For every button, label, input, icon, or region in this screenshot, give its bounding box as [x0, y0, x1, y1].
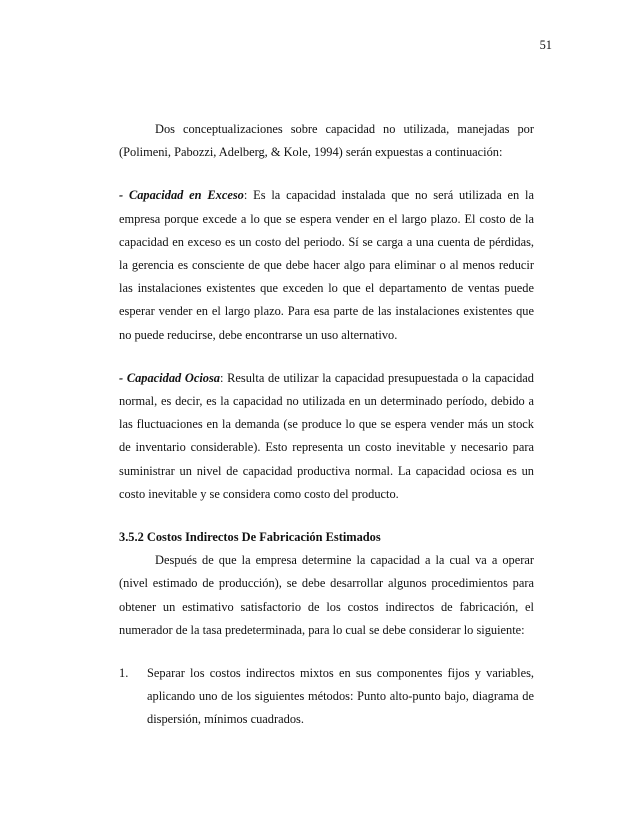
capacidad-exceso-term: Capacidad en Exceso: [128, 188, 244, 203]
body-text: [119, 118, 534, 732]
capacidad-exceso-paragraph: [119, 184, 534, 346]
section-heading: 3.5.2 Costos Indirectos De Fabricación Estimados: [119, 530, 381, 545]
list-item: [119, 662, 534, 732]
list-item-number: 1.: [119, 666, 129, 681]
list-item-text: Separar los costos indirectos mixtos en sus componentes fijos y variables, aplicando uno de los siguientes métodos: Punto alto-punto bajo, diagrama de dispersión, mínimos cuadrados.: [147, 666, 534, 727]
capacidad-ociosa-paragraph: [119, 367, 534, 506]
page-number: 51: [539, 38, 552, 52]
capacidad-exceso-definition: : Es la capacidad instalada que no será utilizada en la empresa porque excede a lo que se espera vender en el largo plazo. El costo de la capacidad en exceso es un costo del periodo. Sí se carga a una cuenta de pérdidas, la gerencia es consciente de que debe hacer algo para eliminar o al menos reducir las instalaciones existentes que exceden lo que el departamento de ventas puede esperar vender en el largo plazo. Para esa parte de las instalaciones existentes que no puede reducirse, debe encontrarse un uso alternativo.: [119, 188, 534, 342]
capacidad-ociosa-definition: : Resulta de utilizar la capacidad presupuestada o la capacidad normal, es decir, es la capacidad no utilizada en un determinado período, debido a las fluctuaciones en la demanda (se produce lo que se espera vender más un stock de inventario considerable). Esto representa un costo inevitable y necesario para suministrar un nivel de capacidad productiva normal. La capacidad ociosa es un costo inevitable y se considera como costo del producto.: [119, 370, 534, 501]
capacidad-exceso-dash: -: [119, 188, 129, 203]
section-paragraph: Después de que la empresa determine la capacidad a la cual va a operar (nivel estimado de producción), se debe desarrollar algunos procedimientos para obtener un estimativo satisfactorio de los costos indirectos de fabricación, el numerador de la tasa predeterminada, para lo cual se debe considerar lo siguiente:: [119, 553, 534, 637]
capacidad-ociosa-term: Capacidad Ociosa: [126, 370, 221, 385]
capacidad-ociosa-dash: -: [119, 370, 127, 385]
intro-paragraph: Dos conceptualizaciones sobre capacidad no utilizada, manejadas por (Polimeni, Pabozzi, Adelberg, & Kole, 1994) serán expuestas a continuación:: [119, 122, 534, 160]
